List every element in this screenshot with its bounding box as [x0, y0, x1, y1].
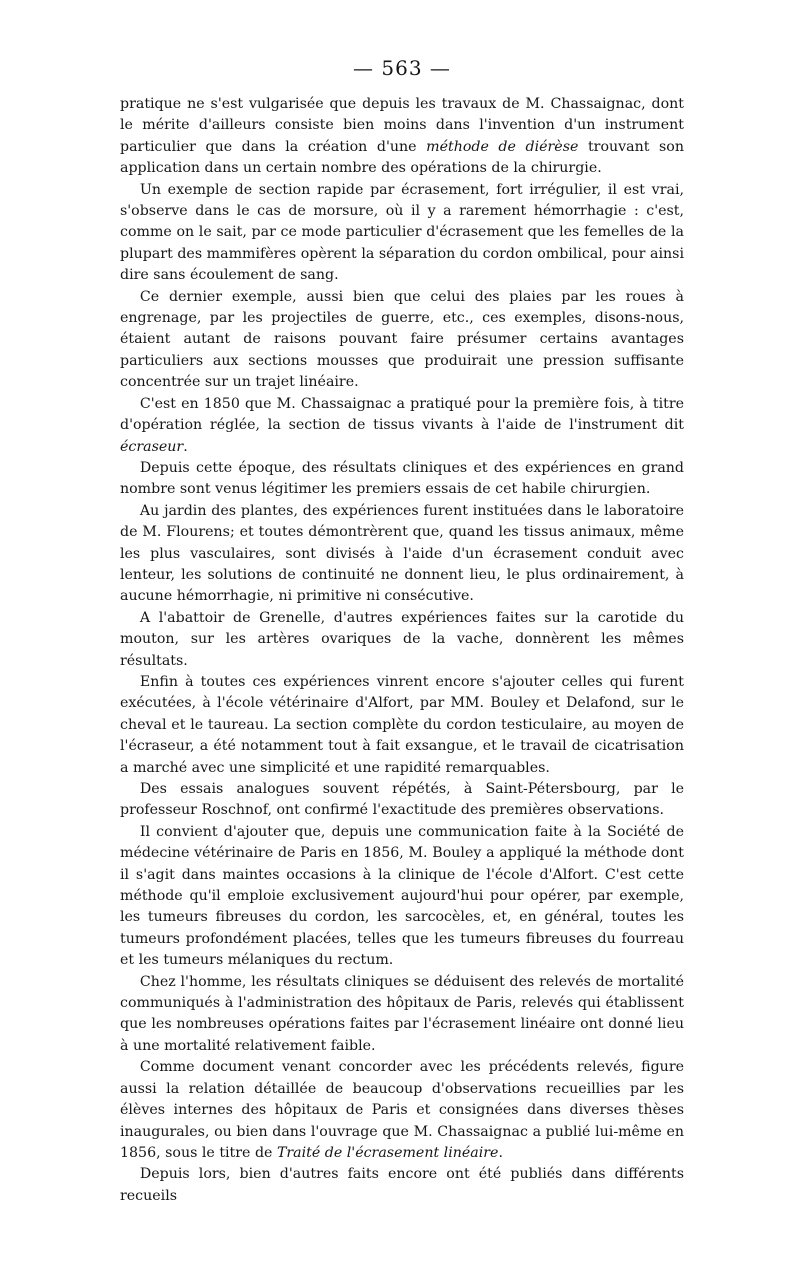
- paragraph: [120, 672, 684, 779]
- paragraph: [120, 1057, 684, 1164]
- italic-term: écraseur: [120, 438, 184, 455]
- paragraph-text: A l'abattoir de Grenelle, d'autres expériences faites sur la carotide du mouton, sur les artères ovariques de la vache, donnèrent les mêmes résultats.: [120, 609, 684, 669]
- paragraph: [120, 1164, 684, 1207]
- paragraph: [120, 608, 684, 672]
- paragraph-text: Ce dernier exemple, aussi bien que celui des plaies par les roues à engrenage, par les projectiles de guerre, etc., ces exemples, disons-nous, étaient autant de raisons pouvant faire présumer certains avantages particuliers aux sections mousses que produirait une pression suffisante concentrée sur un trajet linéaire.: [120, 288, 684, 391]
- paragraph: [120, 779, 684, 822]
- paragraph-text: Un exemple de section rapide par écrasement, fort irrégulier, il est vrai, s'observe dans le cas de morsure, où il y a rarement hémorrhagie : c'est, comme on le sait, par ce mode particulier d'écrasement que les femelles de la plupart des mammifères opèrent la séparation du cordon ombilical, pour ainsi dire sans écoulement de sang.: [120, 181, 684, 284]
- paragraph: [120, 458, 684, 501]
- paragraph: [120, 972, 684, 1058]
- italic-term: méthode de diérèse: [426, 138, 579, 155]
- paragraph: [120, 287, 684, 394]
- paragraph-text: pratique ne s'est vulgarisée que depuis les travaux de M. Chassaignac, dont le mérite d'ailleurs consiste bien moins dans l'invention d'un instrument particulier que dans la création d'une: [120, 96, 684, 155]
- paragraph-text: Au jardin des plantes, des expériences furent instituées dans le laboratoire de M. Flourens; et toutes démontrèrent que, quand les tissus animaux, même les plus vasculaires, sont divisés à l'aide d'un écrasement conduit avec lenteur, les solutions de continuité ne donnent lieu, le plus ordinairement, à aucune hémorrhagie, ni primitive ni consécutive.: [120, 502, 684, 605]
- paragraph-text: Depuis lors, bien d'autres faits encore ont été publiés dans différents recueils: [120, 1166, 684, 1204]
- paragraph: [120, 822, 684, 972]
- body-text: [120, 94, 684, 1207]
- paragraph-text: Il convient d'ajouter que, depuis une communication faite à la Société de médecine vétérinaire de Paris en 1856, M. Bouley a appliqué la méthode dont il s'agit dans maintes occasions à la clinique de l'école d'Alfort. C'est cette méthode qu'il emploie exclusivement aujourd'hui pour opérer, par exemple, les tumeurs fibreuses du cordon, les sarcocèles, et, en général, toutes les tumeurs profondément placées, telles que les tumeurs fibreuses du fourreau et les tumeurs mélaniques du rectum.: [120, 823, 684, 969]
- italic-term: Traité de l'écrasement linéaire: [276, 1144, 499, 1161]
- paragraph: [120, 501, 684, 608]
- paragraph-text: C'est en 1850 que M. Chassaignac a pratiqué pour la première fois, à titre d'opération réglée, la section de tissus vivants à l'aide de l'instrument dit: [120, 395, 684, 434]
- paragraph: [120, 94, 684, 180]
- paragraph-text: trouvant son application dans un certain nombre des opérations de la chirurgie.: [120, 138, 684, 177]
- paragraph: [120, 180, 684, 287]
- page-number: — 563 —: [353, 56, 451, 80]
- paragraph-text: Chez l'homme, les résultats cliniques se déduisent des relevés de mortalité communiqués à l'administration des hôpitaux de Paris, relevés qui établissent que les nombreuses opérations faites par l'écrasement linéaire ont donné lieu à une mortalité relativement faible.: [120, 973, 684, 1054]
- paragraph-text: Comme document venant concorder avec les précédents relevés, figure aussi la relation détaillée de beaucoup d'observations recueillies par les élèves internes des hôpitaux de Paris et consignées dans diverses thèses inaugurales, ou bien dans l'ouvrage que M. Chassaignac a publié lui-même en 1856, sous le titre de: [120, 1059, 684, 1161]
- paragraph-text: Des essais analogues souvent répétés, à Saint-Pétersbourg, par le professeur Roschnof, ont confirmé l'exactitude des premières observations.: [120, 781, 684, 819]
- paragraph-text: .: [498, 1144, 503, 1161]
- paragraph-text: Enfin à toutes ces expériences vinrent encore s'ajouter celles qui furent exécutées, à l'école vétérinaire d'Alfort, par MM. Bouley et Delafond, sur le cheval et le taureau. La section complète du cordon testiculaire, au moyen de l'écraseur, a été notamment tout à fait exsangue, et le travail de cicatrisation a marché avec une simplicité et une rapidité remarquables.: [120, 673, 684, 776]
- paragraph-text: .: [183, 438, 188, 455]
- paragraph: [120, 394, 684, 458]
- paragraph-text: Depuis cette époque, des résultats cliniques et des expériences en grand nombre sont venus légitimer les premiers essais de cet habile chirurgien.: [120, 459, 684, 498]
